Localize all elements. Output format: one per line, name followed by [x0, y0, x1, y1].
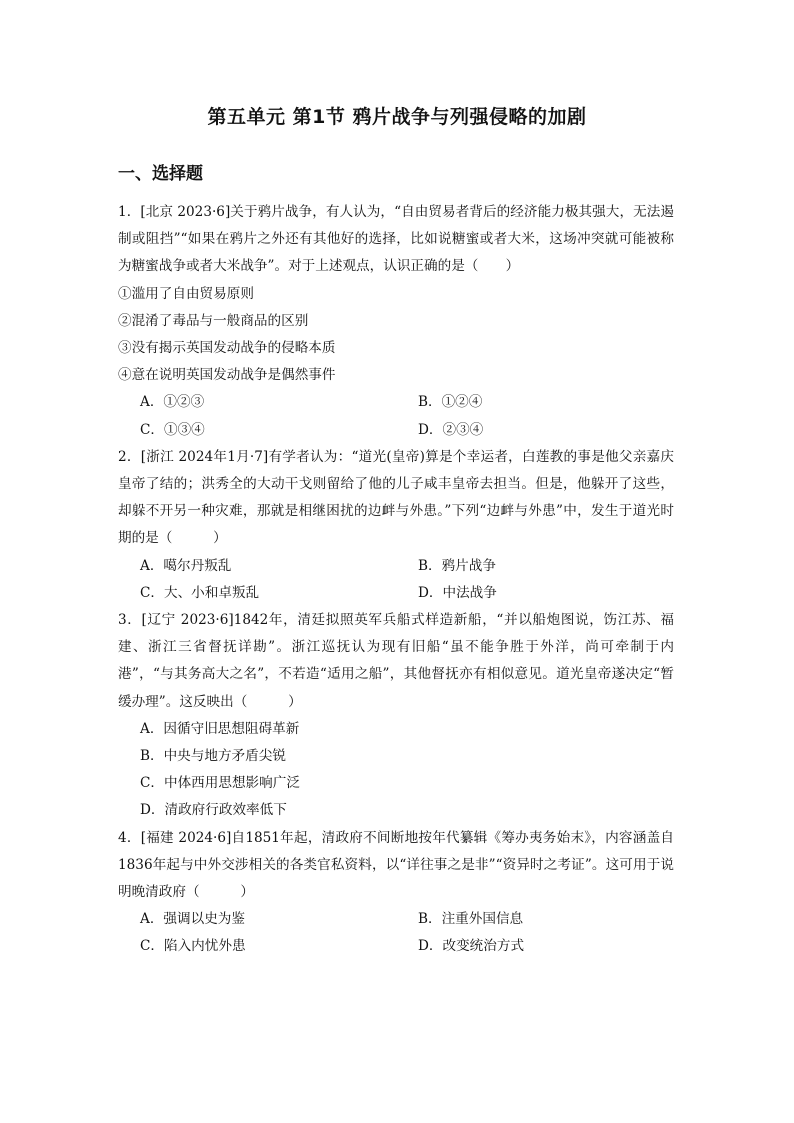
- option-a[interactable]: A．因循守旧思想阻碍革新: [140, 720, 300, 737]
- option-b[interactable]: B．注重外国信息: [418, 911, 524, 928]
- option-c[interactable]: C．陷入内忧外患: [140, 938, 246, 955]
- question-stem: 1．[北京 2023·6]关于鸦片战争，有人认为，“自由贸易者背后的经济能力极其强大，无法遏制或阻挡”“如果在鸦片之外还有其他好的选择，比如说糖蜜或者大米，这场冲突就可能被称为糖蜜战争或者大米战争”。对于上述观点，认识正确的是（ ）: [118, 204, 674, 275]
- question-2: [118, 444, 674, 607]
- option-d[interactable]: D．中法战争: [418, 584, 497, 601]
- option-c[interactable]: C．大、小和卓叛乱: [140, 584, 260, 601]
- option-d[interactable]: D．改变统治方式: [418, 938, 525, 955]
- option-b[interactable]: B．①②④: [418, 394, 483, 411]
- option-d[interactable]: D．清政府行政效率低下: [140, 802, 287, 819]
- question-list: [118, 199, 674, 961]
- option-c[interactable]: C．中体西用思想影响广泛: [140, 775, 300, 792]
- option-a[interactable]: A．①②③: [140, 394, 205, 411]
- option-b[interactable]: B．鸦片战争: [418, 557, 496, 574]
- option-a[interactable]: A．强调以史为鉴: [140, 911, 245, 928]
- question-4: [118, 825, 674, 961]
- question-stem: 3．[辽宁 2023·6]1842年，清廷拟照英军兵船式样造新船，“并以船炮图说，饬江苏、福建、浙江三省督抚详勘”。浙江巡抚认为现有旧船“虽不能争胜于外洋，尚可牵制于内港”，“与其务高大之名”，不若造“适用之船”，其他督抚亦有相似意见。道光皇帝遂决定“暂缓办理”。这反映出（ ）: [118, 612, 674, 710]
- question-3: [118, 607, 674, 825]
- question-stem: 2．[浙江 2024年1月·7]有学者认为：“道光(皇帝)算是个幸运者，白莲教的事是他父亲嘉庆皇帝了结的；洪秀全的大动干戈则留给了他的儿子咸丰皇帝去担当。但是，他躲开了这些，却躲不开另一种灾难，那就是相继困扰的边衅与外患。”下列“边衅与外患”中，发生于道光时期的是（ ）: [118, 448, 674, 547]
- document-title: 第五单元 第1节 鸦片战争与列强侵略的加剧: [207, 106, 587, 128]
- statement-item: ①滥用了自由贸易原则: [118, 285, 254, 302]
- option-c[interactable]: C．①③④: [140, 421, 205, 438]
- question-stem: 4．[福建 2024·6]自1851年起，清政府不间断地按年代纂辑《筹办夷务始末》，内容涵盖自1836年起与中外交涉相关的各类官私资料，以“详往事之是非”“资异时之考证”。这可用于说明晚清政府（ ）: [118, 829, 674, 901]
- answer-options: [118, 906, 674, 960]
- statement-item: ④意在说明英国发动战争是偶然事件: [118, 367, 336, 384]
- question-1: [118, 199, 674, 444]
- answer-options: [118, 389, 674, 443]
- option-a[interactable]: A．噶尔丹叛乱: [140, 557, 232, 574]
- statement-item: ②混淆了毒品与一般商品的区别: [118, 312, 309, 329]
- section-heading: 一、选择题: [118, 164, 203, 184]
- option-d[interactable]: D．②③④: [418, 421, 484, 438]
- option-b[interactable]: B．中央与地方矛盾尖锐: [140, 748, 286, 765]
- answer-options: [118, 716, 674, 825]
- statement-item: ③没有揭示英国发动战争的侵略本质: [118, 340, 336, 357]
- answer-options: [118, 553, 674, 607]
